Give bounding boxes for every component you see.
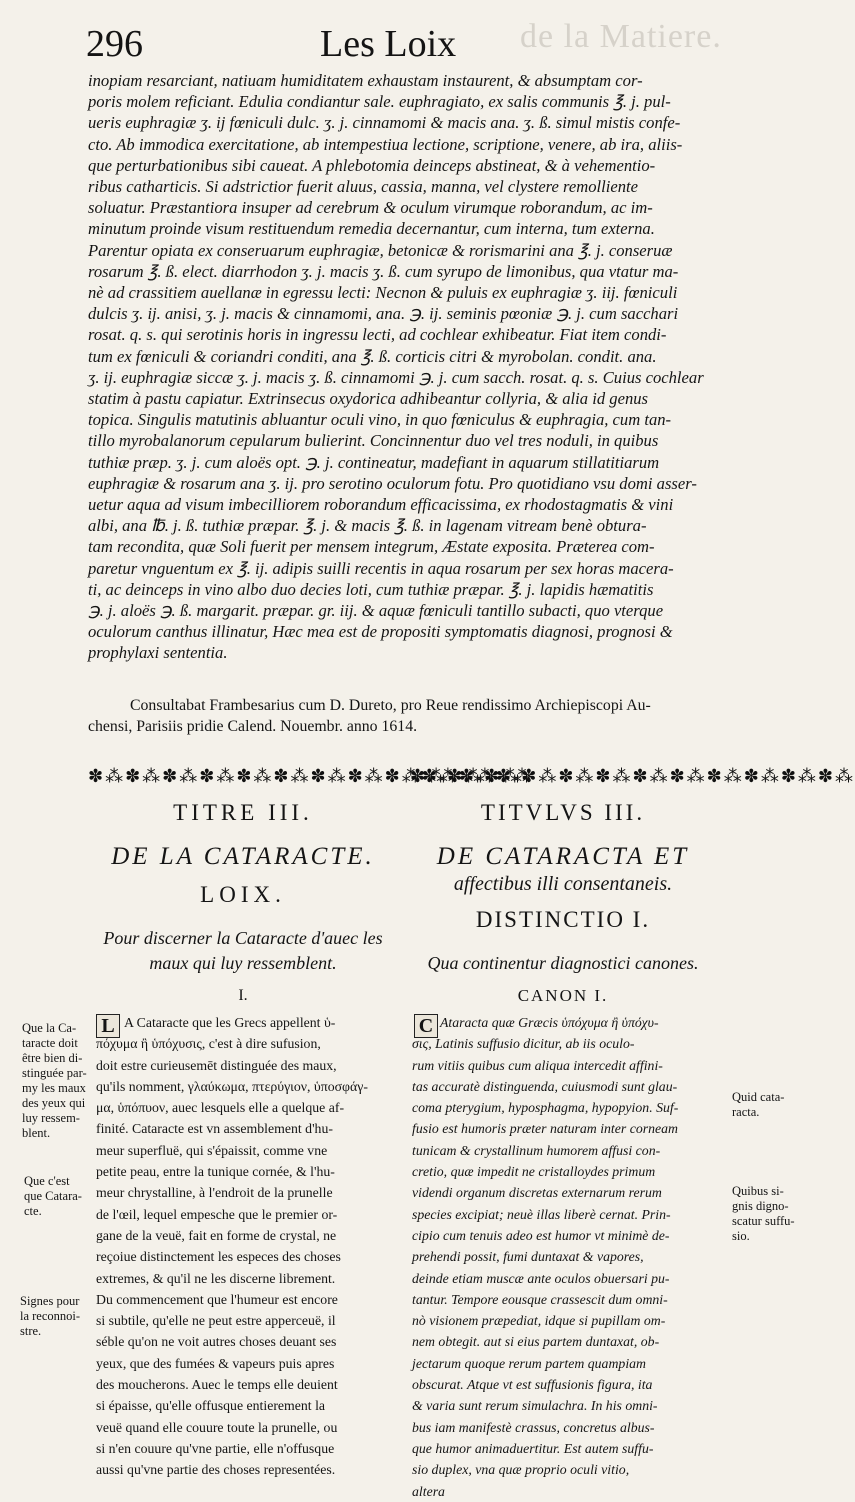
text-line: nò visionem præpediat, idque si pupillam om- (412, 1313, 666, 1329)
margin-note-line: des yeux qui (22, 1096, 86, 1110)
text-line: tum ex fœniculi & coriandri conditi, ana ℥. ß. corticis citri & myrobolan. condit. ana. (88, 346, 657, 366)
text-line: & varia sunt rerum simulachra. In his omni- (412, 1398, 658, 1414)
text-line: si subtile, qu'elle ne peut estre apperceuë, il (96, 1313, 336, 1329)
margin-note-line: que Catara- (24, 1189, 82, 1203)
text-line: veuë quand elle couure toute la prunelle, ou (96, 1419, 338, 1435)
right-subheading: Qua continentur diagnostici canones. (427, 953, 699, 973)
margin-note-line: Quibus si- (732, 1184, 784, 1198)
text-line: tuthiæ præp. ʒ. j. cum aloës opt. ℈. j. contineatur, madefiant in aquarum stillatitiarum (88, 452, 660, 472)
margin-note-line: cte. (24, 1204, 42, 1218)
left-subheading (88, 926, 398, 976)
text-line: Du commencement que l'humeur est encore (96, 1291, 338, 1307)
text-line: altera (412, 1483, 445, 1499)
latin-column (412, 1012, 718, 1502)
ornament-band-right: ✽⁂✽⁂✽⁂✽⁂✽⁂✽⁂✽⁂✽⁂✽⁂✽⁂✽⁂✽⁂ (410, 766, 855, 787)
text-line: euphragiæ & rosarum ana ʒ. ij. pro serotino oculorum fotu. Pro quotidiano vsu domi asser- (88, 473, 697, 493)
text-line: si épaisse, qu'elle offusque entierement la (96, 1398, 326, 1414)
text-line: nè ad crassitiem auellanæ in egressu lecti: Necnon & puluis ex euphragiæ ʒ. iij. fœniculi (88, 283, 678, 303)
margin-note (24, 1174, 90, 1219)
text-line: Ataracta quæ Græcis ὑπόχυμα ἢ ὑπόχυ- (440, 1015, 659, 1030)
text-line: aussi qu'vne partie des choses representées. (96, 1462, 336, 1478)
text-line: obscurat. Atque vt est suffusionis figura, ita (412, 1377, 653, 1393)
margin-note-line: gnis digno- (732, 1199, 789, 1213)
text-line: fusio est humoris præter naturam inter corneam (412, 1121, 678, 1137)
text-line: des moucherons. Auec le temps elle deuient (96, 1377, 338, 1393)
text-line: Parentur opiata ex conseruarum euphragiæ, betonicæ & rorismarini ana ℥. j. conseruæ (88, 240, 673, 260)
text-line: rosat. q. s. qui serotinis horis in ingressu lecti, ad cochlear exhibeatur. Fiat item condi- (88, 325, 667, 345)
latin-consultation-text (88, 70, 716, 664)
titulus-heading: TITVLVS III. (480, 800, 646, 825)
text-line: tas accuratè distinguenda, cuiusmodi sunt glau- (412, 1078, 678, 1094)
text-line: species excipiat; neuè illas liberè cernat. Prin- (412, 1206, 671, 1222)
consultation-note (88, 695, 716, 737)
text-line: inopiam resarciant, natiuam humiditatem exhaustam instaurent, & absumptam cor- (88, 71, 643, 90)
text-line: tantur. Tempore eousque crassescit dum omni- (412, 1291, 668, 1307)
running-title: Les Loix (320, 23, 457, 65)
text-line: si n'en couure qu'vne partie, elle n'offusque (96, 1440, 335, 1456)
text-line: rosarum ℥. ß. elect. diarrhodon ʒ. j. macis ʒ. ß. cum syrupo de limonibus, qua vtatur ma- (88, 261, 679, 281)
text-line: reçoiue distinctement les especes des choses (96, 1249, 341, 1265)
text-line: poris molem reficiant. Edulia condiantur sale. euphragiato, ex salis communis ℥. j. pul- (88, 92, 671, 112)
margin-note (732, 1090, 792, 1120)
margin-note (732, 1184, 794, 1244)
text-line: jectarum quoque rerum partem quampiam (412, 1355, 647, 1371)
margin-note-line: my les maux (22, 1081, 86, 1095)
text-line: nem obtegit. aut si eius partem duntaxat, ob- (412, 1334, 660, 1350)
canon-heading: CANON I. (517, 986, 609, 1005)
text-line: deinde etiam muscæ ante oculos obuersari pu- (412, 1270, 670, 1286)
left-subheading-line: maux qui luy ressemblent. (149, 953, 337, 973)
text-line: de l'œil, lequel empesche que le premier or- (96, 1206, 338, 1222)
text-line: soluatur. Præstantiora insuper ad cerebrum & oculum virumque roborandum, ac im- (88, 198, 653, 218)
text-line: uetur aqua ad visum imbecilliorem roborandum efficacissima, ex rhodostagmatis & vini (88, 495, 674, 515)
margin-note-line: stre. (20, 1324, 42, 1338)
margin-note-line: Que c'est (24, 1174, 70, 1188)
margin-note-line: taracte doit (22, 1036, 78, 1050)
margin-note-line: Signes pour (20, 1294, 80, 1308)
distinctio-heading: DISTINCTIO I. (475, 907, 651, 932)
text-line: A Cataracte que les Grecs appellent ὑ- (124, 1015, 336, 1030)
text-line: statim à pastu capiatur. Extrinsecus oxydorica adhibeantur collyria, & alia id genus (88, 389, 648, 409)
drop-cap-right: C (414, 1014, 438, 1038)
text-line: πόχυμα ἢ ὑπόχυσις, c'est à dire sufusion, (96, 1036, 321, 1052)
margin-note-line: racta. (732, 1105, 760, 1119)
text-line: ℈. j. aloës ℈. ß. margarit. præpar. gr. iij. & aquæ fœniculi tantillo subacti, quo vterque (88, 601, 664, 621)
bleed-through-text: de la Matiere. (520, 18, 722, 55)
text-line: cipio cum tenuis adeo est humor vt minimè de- (412, 1227, 670, 1243)
margin-note (20, 1294, 90, 1339)
margin-note-line: Que la Ca- (22, 1021, 77, 1035)
text-line: meur chrystalline, à l'endroit de la prunelle (96, 1185, 333, 1201)
text-line: que perturbationibus sibi caueat. A phlebotomia deinceps abstineat, & à vehementio- (88, 155, 656, 175)
text-line: ueris euphragiæ ʒ. ij fœniculi dulc. ʒ. j. cinnamomi & macis ana. ʒ. ß. simul mistis confe- (88, 113, 681, 133)
drop-cap-left: L (96, 1014, 120, 1038)
consult-line: Consultabat Frambesarius cum D. Dureto, pro Reue rendissimo Archiepiscopi Au- (130, 697, 651, 714)
text-line: coma pterygium, hyposphagma, hypopyion. Suf- (412, 1100, 679, 1116)
text-line: yeux, que des fumées & vapeurs puis apres (96, 1355, 335, 1371)
margin-note-line: être bien di- (22, 1051, 83, 1065)
text-line: prophylaxi sententia. (88, 643, 228, 663)
text-line: petite peau, entre la tunique cornée, & l'hu- (96, 1164, 335, 1180)
text-line: extremes, & qu'il ne les discerne librement. (96, 1270, 336, 1286)
text-line: prehendi possit, fumi duntaxat & vapores, (412, 1249, 644, 1265)
text-line: séble qu'on ne voit autres choses deuant ses (96, 1334, 337, 1350)
text-line: sio duplex, vna quæ proprio oculi vitio, (412, 1462, 630, 1478)
text-line: bus iam manifestè crassus, concretus albus- (412, 1419, 655, 1435)
margin-note-line: sio. (732, 1229, 750, 1243)
text-line: cto. Ab immodica exercitatione, ab intempestiua lectione, scriptione, venere, ab ira, aliis- (88, 134, 683, 154)
left-subheading-line: Pour discerner la Cataracte d'auec les (103, 928, 383, 948)
text-line: topica. Singulis matutinis abluantur oculi vino, in quo fœniculus & euphragia, cum tan- (88, 410, 672, 430)
text-line: meur superfluë, qui s'épaissit, comme vne (96, 1142, 328, 1158)
loix-heading: LOIX. (200, 882, 286, 907)
text-line: tam recondita, quæ Soli fuerit per mensem integrum, Æstate exposita. Præterea com- (88, 537, 655, 557)
text-line: videndi organum discretas externarum rerum (412, 1185, 662, 1201)
text-line: gane de la veuë, fait en forme de crystal, ne (96, 1227, 337, 1243)
margin-note (22, 1021, 94, 1141)
text-line: tillo myrobalanorum cepularum bulierint. Concinnentur duo vel tres noduli, in quibus (88, 431, 659, 451)
text-line: σις, Latinis suffusio dicitur, ab iis oculo- (412, 1036, 635, 1052)
text-line: oculorum canthus illinatur, Hæc mea est de propositi symptomatis diagnosi, prognosi & (88, 622, 673, 642)
text-line: tunicam & crystallinum humorem affusi con- (412, 1142, 661, 1158)
text-line: albi, ana ℔. j. ß. tuthiæ præpar. ℥. j. & macis ℥. ß. in lagenam vitream benè obtura- (88, 516, 647, 536)
text-line: ti, ac deinceps in vino albo duo decies loti, cum tuthiæ præpar. ℥. j. lapidis hæmatitis (88, 579, 654, 599)
margin-note-line: la reconnoi- (20, 1309, 81, 1323)
text-line: paretur vnguentum ex ℥. ij. adipis suilli recentis in aqua rosarum per sex horas macera- (88, 558, 674, 578)
text-line: minutum proinde visum restituendum remedia decernantur, cum interna, tum externa. (88, 219, 655, 239)
section-title-la: DE CATARACTA ET (436, 843, 690, 870)
text-line: ʒ. ij. euphragiæ siccæ ʒ. j. macis ʒ. ß. cinnamomi ℈. j. cum sacch. rosat. q. s. Cuius cochlear (88, 367, 704, 387)
french-column (96, 1012, 396, 1481)
text-line: μα, ὑπόπυον, auec lesquels elle a quelque af- (96, 1100, 345, 1116)
ornament-band-left: ✽⁂✽⁂✽⁂✽⁂✽⁂✽⁂✽⁂✽⁂✽⁂✽⁂✽⁂✽⁂ (88, 766, 533, 787)
page-number: 296 (86, 23, 143, 65)
text-line: qu'ils nomment, γλαύκωμα, πτερύγιον, ὑποσφάγ- (96, 1078, 368, 1094)
margin-note-line: scatur suffu- (732, 1214, 795, 1228)
text-line: rum vitiis quibus cum aliqua intercedit affini- (412, 1057, 663, 1073)
text-line: cretio, quæ impedit ne cristalloydes primum (412, 1164, 656, 1180)
titre-heading: TITRE III. (173, 800, 313, 825)
text-line: ribus catharticis. Si adstrictior fuerit aluus, cassia, manna, vel clystere remolliente (88, 177, 638, 197)
margin-note-line: blent. (22, 1126, 51, 1140)
text-line: doit estre curieusemēt distinguée des maux, (96, 1057, 337, 1073)
margin-note-line: stinguée par- (22, 1066, 87, 1080)
text-line: que humor animaduertitur. Est autem suffu- (412, 1440, 654, 1456)
text-line: finité. Cataracte est vn assemblement d'hu- (96, 1121, 333, 1137)
margin-note-line: luy ressem- (22, 1111, 80, 1125)
text-line: dulcis ʒ. ij. anisi, ʒ. j. macis & cinnamomi, ana. ℈. ij. seminis pœoniæ ℈. j. cum sacchari (88, 304, 679, 324)
consult-line: chensi, Parisiis pridie Calend. Nouembr. anno 1614. (88, 718, 418, 735)
article-number: I. (238, 987, 248, 1004)
section-subtitle-la: affectibus illi consentaneis. (453, 873, 673, 895)
section-title-fr: DE LA CATARACTE. (111, 843, 375, 870)
margin-note-line: Quid cata- (732, 1090, 785, 1104)
